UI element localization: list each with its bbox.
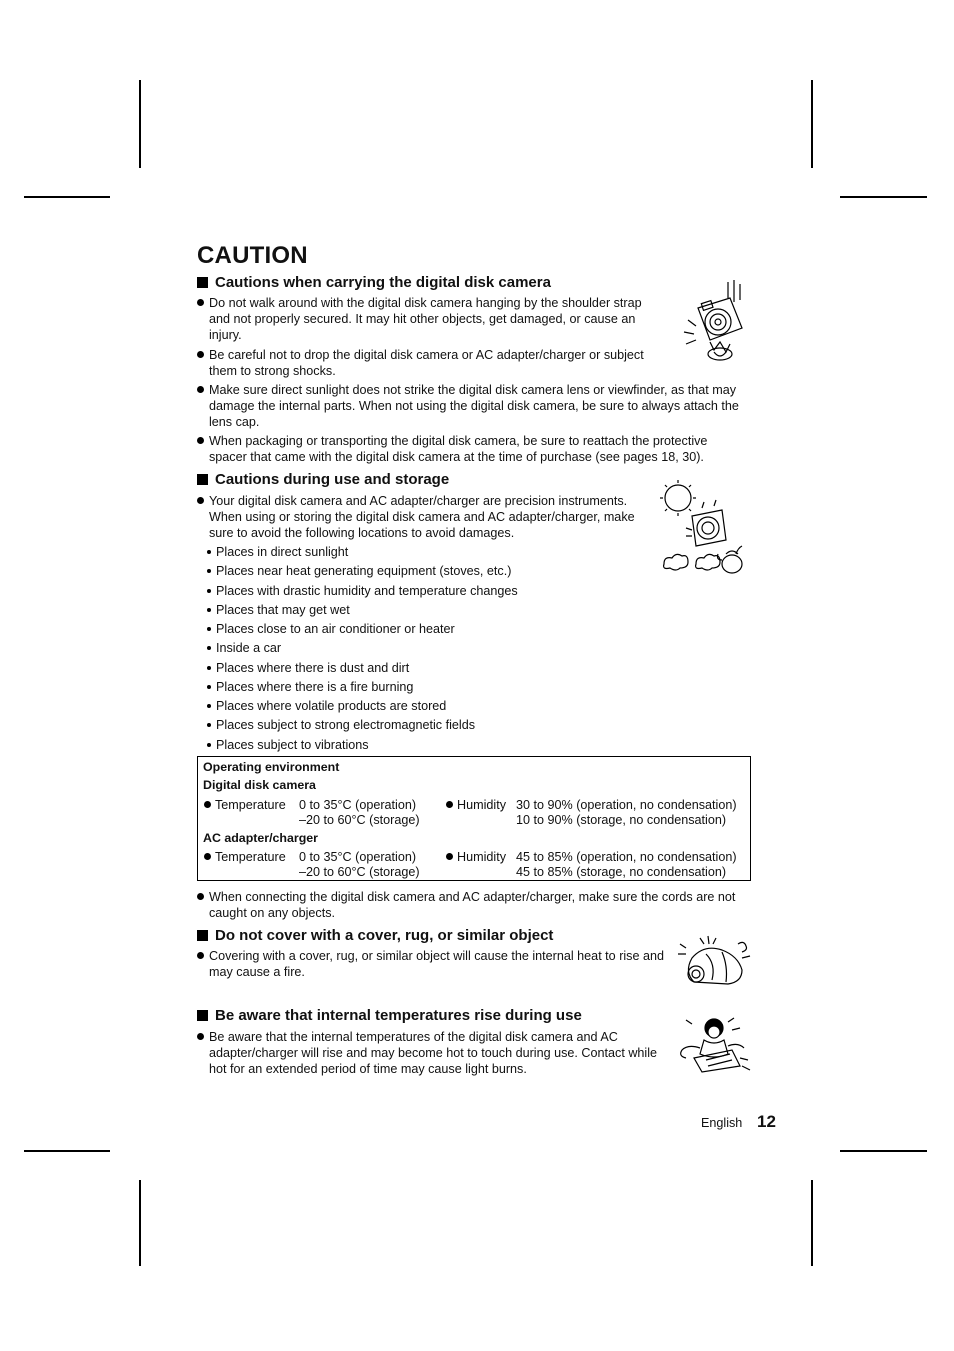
operating-environment-box — [197, 756, 751, 881]
list-item: Places close to an air conditioner or heater — [207, 621, 455, 637]
sun-heat-illustration-icon — [656, 478, 746, 578]
square-bullet-icon — [197, 1010, 208, 1021]
crop-mark — [139, 1180, 141, 1266]
list-item: Places where volatile products are stored — [207, 698, 446, 714]
list-item: Be careful not to drop the digital disk camera or AC adapter/charger or subject them to strong shocks. — [197, 347, 657, 379]
bullet-icon — [207, 569, 211, 573]
env-charger-row: Temperature 0 to 35°C (operation) –20 to 60°C (storage) Humidity 45 to 85% (operation, no condensation) 45 to 85% (storage, no condensation) — [203, 849, 748, 881]
section-heading-do-not-cover: Do not cover with a cover, rug, or similar object — [197, 927, 553, 944]
list-item: Places subject to vibrations — [207, 737, 369, 753]
page-title: CAUTION — [197, 242, 308, 269]
bullet-icon — [197, 386, 204, 393]
bullet-icon — [207, 704, 211, 708]
bullet-icon — [207, 550, 211, 554]
bullet-icon — [207, 666, 211, 670]
list-item: When packaging or transporting the digital disk camera, be sure to reattach the protective spacer that came with the digital disk camera at the time of purchase (see pages 18, 30). — [197, 433, 727, 465]
crop-mark — [840, 196, 927, 198]
bullet-icon — [207, 589, 211, 593]
section-heading-use-storage: Cautions during use and storage — [197, 471, 449, 488]
list-item: Places subject to strong electromagnetic fields — [207, 717, 475, 733]
bullet-icon — [197, 351, 204, 358]
bullet-icon — [197, 1033, 204, 1040]
env-charger-label: AC adapter/charger — [203, 831, 318, 845]
list-item: Places where there is dust and dirt — [207, 660, 409, 676]
list-item: Make sure direct sunlight does not strike the digital disk camera lens or viewfinder, as that may damage the internal parts. When not using the digital disk camera, be sure to always attach the lens cap. — [197, 382, 751, 430]
crop-mark — [139, 80, 141, 168]
footer-language: English — [701, 1116, 743, 1130]
bullet-icon — [197, 952, 204, 959]
bullet-icon — [204, 801, 211, 808]
square-bullet-icon — [197, 277, 208, 288]
list-item: Places where there is a fire burning — [207, 679, 413, 695]
bullet-icon — [207, 723, 211, 727]
section-heading-internal-temperatures: Be aware that internal temperatures rise during use — [197, 1007, 582, 1024]
list-item: When connecting the digital disk camera and AC adapter/charger, make sure the cords are not caught on any objects. — [197, 889, 751, 921]
crop-mark — [24, 1150, 110, 1152]
crop-mark — [811, 1180, 813, 1266]
bullet-icon — [197, 299, 204, 306]
bullet-icon — [207, 627, 211, 631]
bullet-icon — [446, 853, 453, 860]
covered-camera-illustration-icon — [676, 934, 752, 988]
dropped-camera-illustration-icon — [680, 280, 748, 366]
bullet-icon — [446, 801, 453, 808]
crop-mark — [24, 196, 110, 198]
list-item: Covering with a cover, rug, or similar object will cause the internal heat to rise and may cause a fire. — [197, 948, 677, 980]
list-item: Be aware that the internal temperatures of the digital disk camera and AC adapter/charger will rise and may become hot to touch during use. Contact while hot for an extended period of time may cause light burns. — [197, 1029, 671, 1077]
env-title: Operating environment — [203, 760, 340, 774]
list-item: Your digital disk camera and AC adapter/charger are precision instruments. When using or storing the digital disk camera and AC adapter/charger, make sure to avoid the following locations to avoid damages. — [197, 493, 649, 541]
square-bullet-icon — [197, 474, 208, 485]
bullet-icon — [204, 853, 211, 860]
square-bullet-icon — [197, 930, 208, 941]
crop-mark — [840, 1150, 927, 1152]
bullet-icon — [197, 893, 204, 900]
bullet-icon — [197, 437, 204, 444]
list-item: Do not walk around with the digital disk camera hanging by the shoulder strap and not properly secured. It may hit other objects, get damaged, or cause an injury. — [197, 295, 652, 343]
hot-camera-illustration-icon — [674, 1014, 752, 1076]
bullet-icon — [207, 685, 211, 689]
env-camera-label: Digital disk camera — [203, 778, 316, 792]
env-camera-row: Temperature 0 to 35°C (operation) –20 to 60°C (storage) Humidity 30 to 90% (operation, no condensation) 10 to 90% (storage, no condensation) — [203, 797, 748, 829]
bullet-icon — [197, 497, 204, 504]
bullet-icon — [207, 743, 211, 747]
list-item: Places that may get wet — [207, 602, 350, 618]
page-number: 12 — [757, 1112, 776, 1131]
list-item: Inside a car — [207, 640, 281, 656]
list-item: Places near heat generating equipment (stoves, etc.) — [207, 563, 511, 579]
bullet-icon — [207, 646, 211, 650]
list-item: Places with drastic humidity and temperature changes — [207, 583, 518, 599]
list-item: Places in direct sunlight — [207, 544, 348, 560]
bullet-icon — [207, 608, 211, 612]
crop-mark — [811, 80, 813, 168]
section-heading-carrying: Cautions when carrying the digital disk camera — [197, 274, 551, 291]
